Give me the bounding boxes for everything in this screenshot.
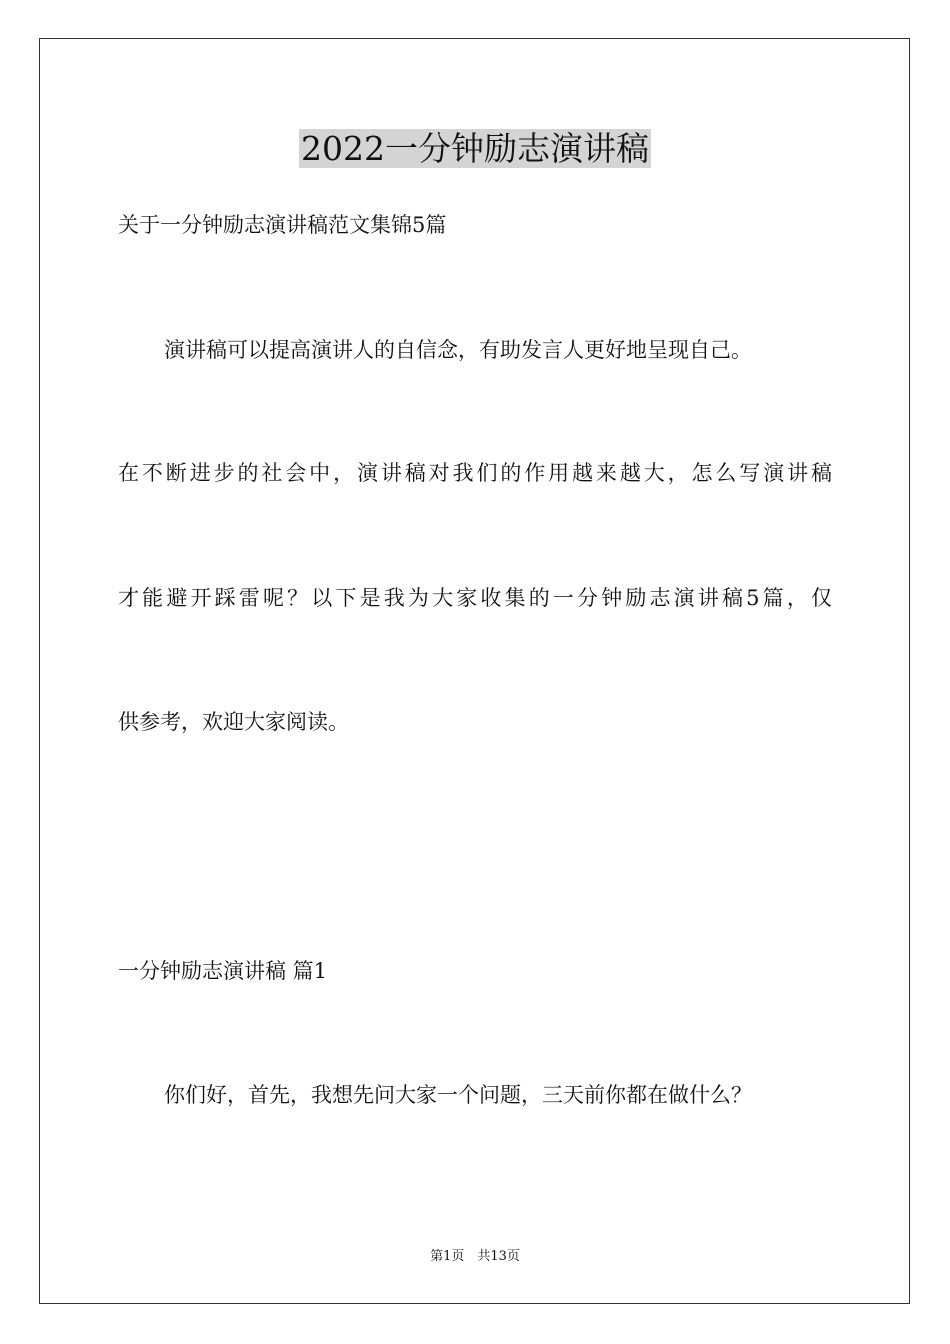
document-title [0, 128, 950, 170]
intro-line-3: 才能避开踩雷呢？以下是我为大家收集的一分钟励志演讲稿5篇，仅 [118, 586, 832, 610]
section-first-line: 你们好，首先，我想先问大家一个问题，三天前你都在做什么？ [164, 1083, 752, 1107]
intro-line-4: 供参考，欢迎大家阅读。 [118, 710, 349, 734]
document-subtitle: 关于一分钟励志演讲稿范文集锦5篇 [118, 213, 447, 237]
intro-line-2: 在不断进步的社会中，演讲稿对我们的作用越来越大，怎么写演讲稿 [118, 461, 832, 485]
section-heading: 一分钟励志演讲稿 篇1 [118, 959, 328, 983]
intro-line-1: 演讲稿可以提高演讲人的自信念，有助发言人更好地呈现自己。 [164, 338, 752, 362]
page-number-footer: 第1页 共13页 [430, 1249, 520, 1264]
document-title-text: 2022一分钟励志演讲稿 [301, 129, 649, 168]
